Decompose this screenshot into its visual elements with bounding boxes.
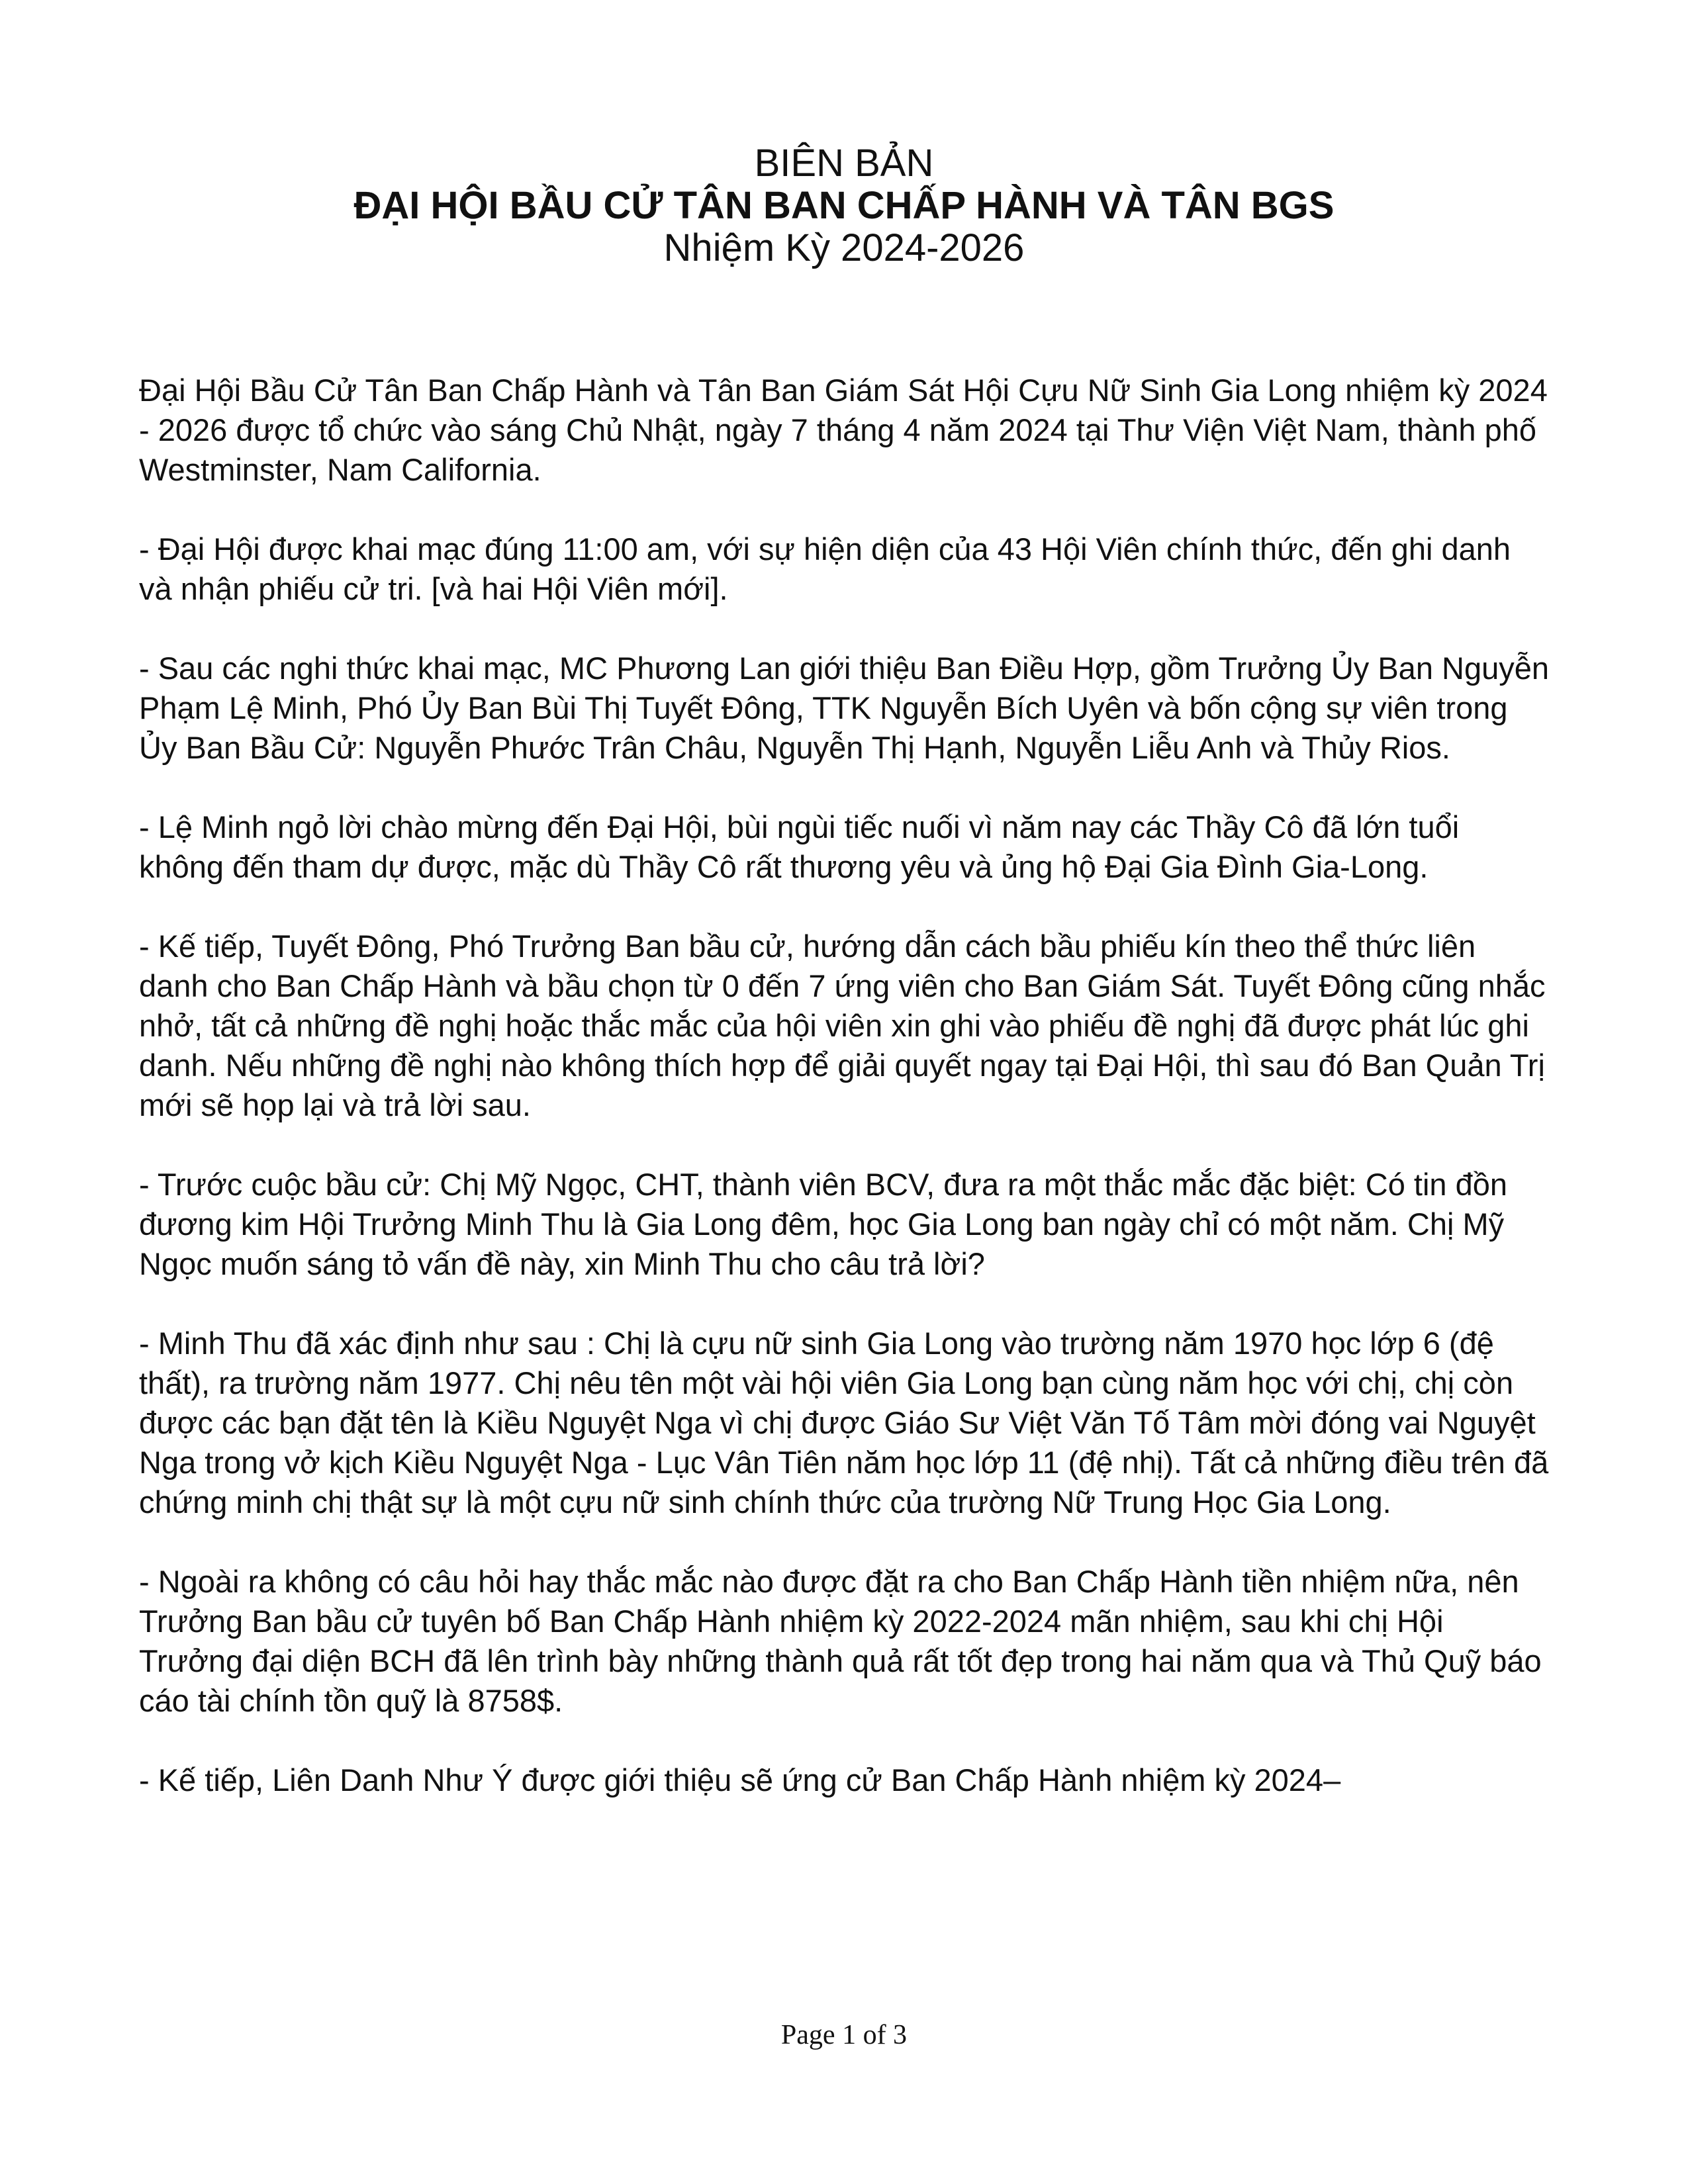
page-footer: Page 1 of 3 bbox=[780, 2020, 908, 2050]
paragraph-question: - Trước cuộc bầu cử: Chị Mỹ Ngọc, CHT, thành viên BCV, đưa ra một thắc mắc đặc biệt: Có tin đồn đương kim Hội Trưởng Minh Thu là Gia Long đêm, học Gia Long ban ngày chỉ có một năm. Chị Mỹ Ngọc muốn sáng tỏ vấn đề này, xin Minh Thu cho câu trả lời? bbox=[139, 1167, 1508, 1281]
paragraph-voting-instructions: - Kế tiếp, Tuyết Đông, Phó Trưởng Ban bầu cử, hướng dẫn cách bầu phiếu kín theo thể thức liên danh cho Ban Chấp Hành và bầu chọn từ 0 đến 7 ứng viên cho Ban Giám Sát. Tuyết Đông cũng nhắc nhở, tất cả những đề nghị hoặc thắc mắc của hội viên xin ghi vào phiếu đề nghị đã được phát lúc ghi danh. Nếu những đề nghị nào không thích hợp để giải quyết ngay tại Đại Hội, thì sau đó Ban Quản Trị mới sẽ họp lại và trả lời sau. bbox=[139, 929, 1546, 1122]
document-body bbox=[139, 371, 1549, 1800]
document-header bbox=[132, 142, 1556, 269]
paragraph-opening: - Đại Hội được khai mạc đúng 11:00 am, với sự hiện diện của 43 Hội Viên chính thức, đến ghi danh và nhận phiếu cử tri. [và hai Hội Viên mới]. bbox=[139, 531, 1511, 606]
document-subtitle: ĐẠI HỘI BẦU CỬ TÂN BAN CHẤP HÀNH VÀ TÂN BGS bbox=[353, 184, 1335, 227]
paragraph-committee: - Sau các nghi thức khai mạc, MC Phương Lan giới thiệu Ban Điều Hợp, gồm Trưởng Ủy Ban Nguyễn Phạm Lệ Minh, Phó Ủy Ban Bùi Thị Tuyết Đông, TTK Nguyễn Bích Uyên và bốn cộng sự viên trong Ủy Ban Bầu Cử: Nguyễn Phước Trân Châu, Nguyễn Thị Hạnh, Nguyễn Liễu Anh và Thủy Rios. bbox=[139, 651, 1550, 765]
paragraph-welcome: - Lệ Minh ngỏ lời chào mừng đến Đại Hội, bùi ngùi tiếc nuối vì năm nay các Thầy Cô đã lớn tuổi không đến tham dự được, mặc dù Thầy Cô rất thương yêu và ủng hộ Đại Gia Đình Gia-Long. bbox=[139, 809, 1460, 884]
paragraph-intro: Đại Hội Bầu Cử Tân Ban Chấp Hành và Tân Ban Giám Sát Hội Cựu Nữ Sinh Gia Long nhiệm kỳ 2024 - 2026 được tổ chức vào sáng Chủ Nhật, ngày 7 tháng 4 năm 2024 tại Thư Viện Việt Nam, thành phố Westminster, Nam California. bbox=[139, 373, 1548, 487]
paragraph-next-candidates: - Kế tiếp, Liên Danh Như Ý được giới thiệu sẽ ứng cử Ban Chấp Hành nhiệm kỳ 2024– bbox=[139, 1762, 1341, 1797]
paragraph-answer: - Minh Thu đã xác định như sau : Chị là cựu nữ sinh Gia Long vào trường năm 1970 học lớp 6 (đệ thất), ra trường năm 1977. Chị nêu tên một vài hội viên Gia Long bạn cùng năm học với chị, chị còn được các bạn đặt tên là Kiều Nguyệt Nga vì chị được Giáo Sư Việt Văn Tố Tâm mời đóng vai Nguyệt Nga trong vở kịch Kiều Nguyệt Nga - Lục Vân Tiên năm học lớp 11 (đệ nhị). Tất cả những điều trên đã chứng minh chị thật sự là một cựu nữ sinh chính thức của trường Nữ Trung Học Gia Long. bbox=[139, 1326, 1549, 1520]
document-title: BIÊN BẢN bbox=[754, 142, 934, 185]
paragraph-term-end: - Ngoài ra không có câu hỏi hay thắc mắc nào được đặt ra cho Ban Chấp Hành tiền nhiệm nữa, nên Trưởng Ban bầu cử tuyên bố Ban Chấp Hành nhiệm kỳ 2022-2024 mãn nhiệm, sau khi chị Hội Trưởng đại diện BCH đã lên trình bày những thành quả rất tốt đẹp trong hai năm qua và Thủ Quỹ báo cáo tài chính tồn quỹ là 8758$. bbox=[139, 1564, 1542, 1718]
document-term: Nhiệm Kỳ 2024-2026 bbox=[663, 226, 1025, 269]
